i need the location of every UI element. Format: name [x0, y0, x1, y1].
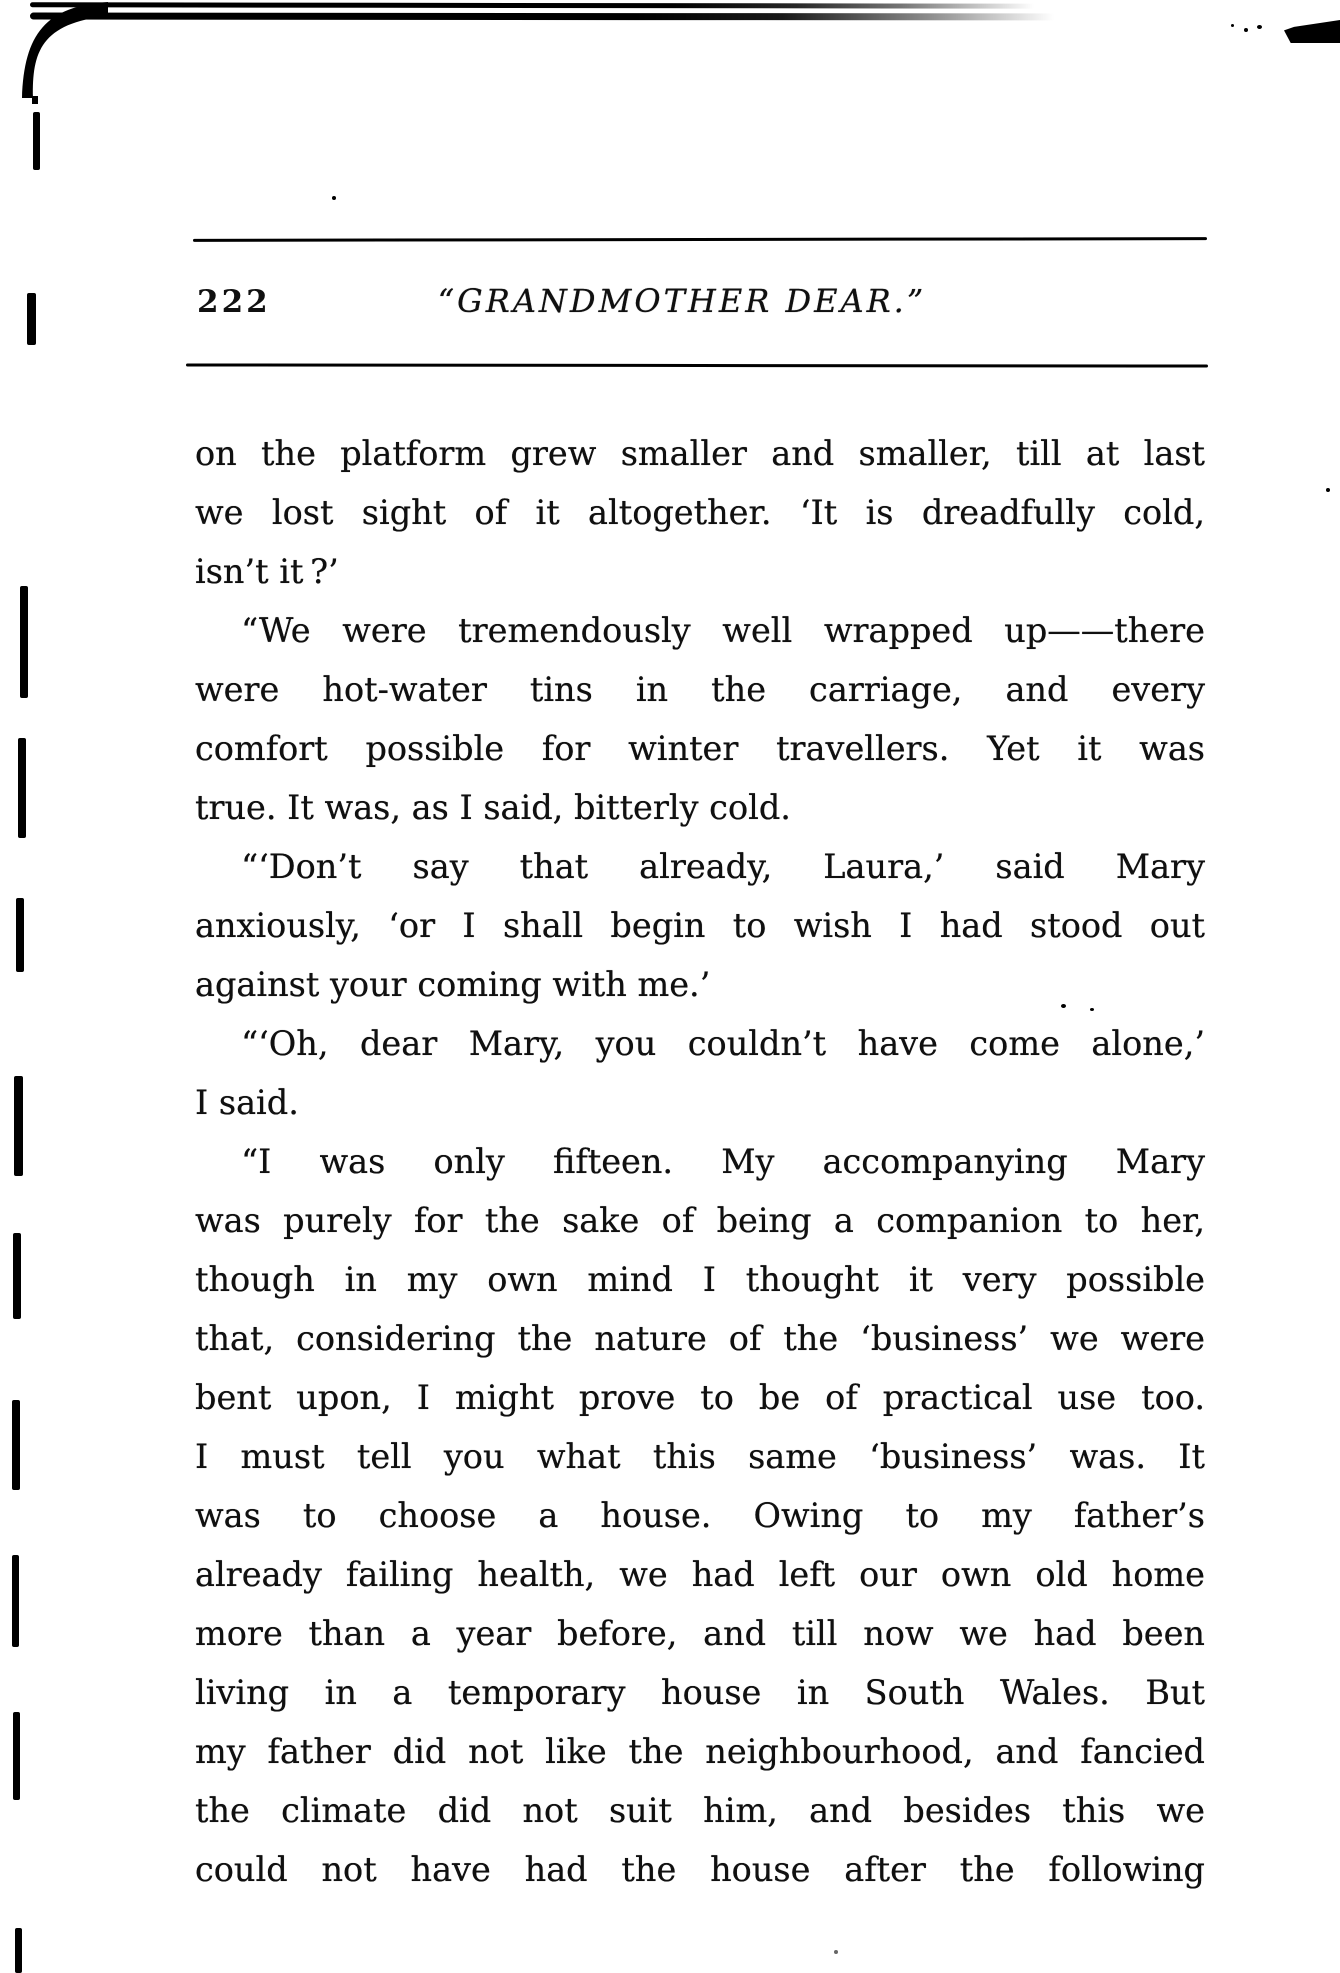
scan-binding-mark — [12, 1400, 20, 1490]
scan-speck — [1231, 24, 1234, 27]
scan-binding-mark — [13, 1712, 20, 1800]
header-rule-bottom — [186, 363, 1208, 367]
running-title: “GRANDMOTHER DEAR.” — [437, 282, 927, 320]
text-line: though in my own mind I thought it very possible — [195, 1260, 1205, 1299]
text-line: “‘Oh, dear Mary, you couldn’t have come alone,’ — [241, 1024, 1205, 1063]
scan-binding-mark — [14, 1076, 23, 1176]
text-line: anxiously, ‘or I shall begin to wish I had stood out — [195, 906, 1205, 945]
scan-corner-wedge — [1284, 20, 1340, 43]
text-line: I must tell you what this same ‘business’ was. It — [195, 1437, 1205, 1476]
text-line: true. It was, as I said, bitterly cold. — [195, 788, 791, 827]
text-line: on the platform grew smaller and smaller, till at last — [195, 434, 1205, 473]
text-line: the climate did not suit him, and besides this we — [195, 1791, 1205, 1830]
text-line: that, considering the nature of the ‘business’ we were — [195, 1319, 1205, 1358]
scan-binding-mark — [12, 1555, 19, 1647]
scan-binding-mark — [15, 1928, 22, 1973]
scan-speck — [1326, 488, 1330, 492]
text-line: isn’t it ?’ — [195, 552, 339, 591]
page-header — [195, 282, 1205, 332]
scan-speck — [332, 196, 336, 200]
scan-top-edge-line — [30, 13, 1075, 21]
text-line: already failing health, we had left our own old home — [195, 1555, 1205, 1594]
text-line: could not have had the house after the following — [195, 1850, 1205, 1889]
text-line: was purely for the sake of being a companion to her, — [195, 1201, 1205, 1240]
text-line: living in a temporary house in South Wales. But — [195, 1673, 1205, 1712]
text-line: “‘Don’t say that already, Laura,’ said Mary — [241, 847, 1205, 886]
scan-binding-mark — [16, 898, 24, 972]
scan-speck — [834, 1950, 838, 1954]
text-line: comfort possible for winter travellers. Yet it was — [195, 729, 1205, 768]
text-line: “I was only fifteen. My accompanying Mary — [241, 1142, 1205, 1181]
scan-binding-mark — [18, 738, 26, 838]
scan-binding-mark — [27, 293, 36, 345]
text-line: my father did not like the neighbourhood, and fancied — [195, 1732, 1205, 1771]
text-line: was to choose a house. Owing to my father’s — [195, 1496, 1205, 1535]
scan-corner-curl — [18, 0, 110, 104]
scan-binding-mark — [20, 586, 28, 698]
scan-speck — [1257, 25, 1262, 29]
text-line: I said. — [195, 1083, 299, 1122]
header-rule-top — [193, 237, 1207, 242]
scan-binding-mark — [13, 1233, 21, 1319]
scan-binding-mark — [33, 112, 40, 170]
text-line: were hot-water tins in the carriage, and every — [195, 670, 1205, 709]
scan-speck — [1244, 28, 1248, 32]
body-text — [195, 424, 1205, 1899]
text-line: more than a year before, and till now we had been — [195, 1614, 1205, 1653]
text-line: against your coming with me.’ — [195, 965, 711, 1004]
page-number: 222 — [197, 284, 271, 320]
text-line: “We were tremendously well wrapped up——there — [241, 611, 1205, 650]
text-line: we lost sight of it altogether. ‘It is dreadfully cold, — [195, 493, 1205, 532]
text-line: bent upon, I might prove to be of practical use too. — [195, 1378, 1205, 1417]
scan-top-edge-line — [30, 2, 1065, 8]
